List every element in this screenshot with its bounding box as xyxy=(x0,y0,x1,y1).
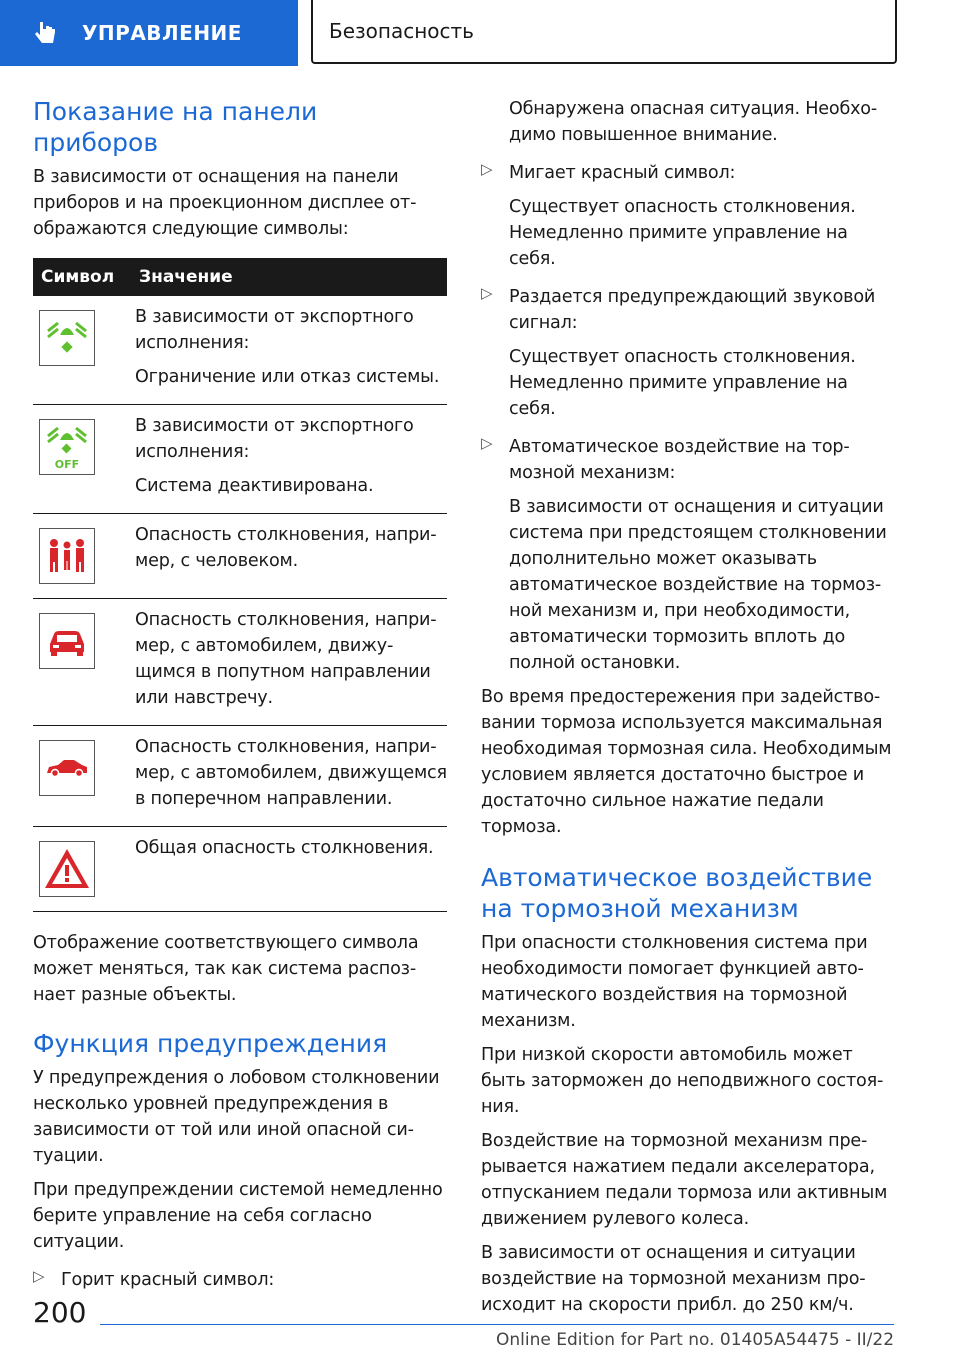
svg-text:OFF: OFF xyxy=(54,458,80,471)
table-row xyxy=(33,726,447,827)
footer-edition: Online Edition for Part no. 01405A54475 - II/22 xyxy=(496,1330,895,1350)
table-row xyxy=(33,514,447,599)
section-tab[interactable] xyxy=(0,0,298,66)
list-item xyxy=(481,284,895,336)
table-cell-text: В зависимости от экспортного исполнения: xyxy=(135,307,414,353)
pedestrian-warning-icon xyxy=(39,528,95,584)
page-title: Безопасность xyxy=(329,19,474,43)
chapter-tab xyxy=(311,0,897,64)
table-header-row xyxy=(33,258,447,296)
heading-display: Показание на панели приборов xyxy=(33,97,318,157)
page-number: 200 xyxy=(33,1296,87,1329)
list-item xyxy=(481,434,895,486)
list-item-text: Мигает красный символ: xyxy=(509,163,736,183)
table-cell-text: Опасность столкновения, например, с автомобилем, движущемся в поперечном направлении. xyxy=(135,737,447,809)
brake-paragraph: Во время предостережения при задействовании тормоза используется максимальная необходимая тормозная сила. Необходимым условием является достаточно быстрое и достаточно сильное нажатие педали тормоза. xyxy=(481,687,892,837)
table-row xyxy=(33,827,447,912)
symbol-table xyxy=(33,258,447,912)
list-item xyxy=(33,1267,447,1293)
table-cell-text: В зависимости от экспортного исполнения: xyxy=(135,416,414,462)
list-item-continuation: Обнаружена опасная ситуация. Необходимо повышенное внимание. xyxy=(509,99,878,145)
triangle-bullet-icon: ▷ xyxy=(481,434,493,452)
list-item-subtext: Существует опасность столкновения. Немедленно примите управление на себя. xyxy=(509,347,856,419)
right-column xyxy=(481,96,895,1318)
steering-hand-icon xyxy=(30,18,60,48)
after-table-text: Отображение соответствующего символа может меняться, так как система распознает разные объекты. xyxy=(33,933,419,1005)
left-column xyxy=(33,96,447,1293)
car-side-warning-icon xyxy=(39,740,95,796)
table-cell-text: Ограничение или отказ системы. xyxy=(135,367,440,387)
table-row xyxy=(33,599,447,726)
section-label: УПРАВЛЕНИЕ xyxy=(82,21,242,45)
table-cell-text: Опасность столкновения, например, с человеком. xyxy=(135,525,437,571)
list-item-subtext: В зависимости от оснащения и ситуации система при предстоящем столкновении дополнительно может оказывать автоматическое воздействие на тормозной механизм и, при необходимости, автоматически тормозить вплоть до полной остановки. xyxy=(509,497,887,673)
auto-paragraph-4: В зависимости от оснащения и ситуации воздействие на тормозной механизм происходит на скорости прибл. до 250 км/ч. xyxy=(481,1243,866,1315)
warning-paragraph-2: При предупреждении системой немедленно берите управление на себя согласно ситуации. xyxy=(33,1180,443,1252)
car-front-warning-icon xyxy=(39,613,95,669)
triangle-bullet-icon: ▷ xyxy=(481,160,493,178)
heading-warning-function: Функция предупреждения xyxy=(33,1029,388,1058)
page-header xyxy=(0,0,960,66)
table-row xyxy=(33,296,447,405)
auto-paragraph-1: При опасности столкновения система при необходимости помогает функцией автоматического воздействия на тормозной механизм. xyxy=(481,933,868,1031)
collision-warning-off-icon xyxy=(39,419,95,475)
table-cell-text: Общая опасность столкновения. xyxy=(135,838,434,858)
heading-automatic-braking: Автоматическое воздействие на тормозной механизм xyxy=(481,863,873,923)
warning-paragraph-1: У предупреждения о лобовом столкновении несколько уровней предупреждения в зависимости от той или иной опасной ситуации. xyxy=(33,1068,440,1166)
general-warning-triangle-icon xyxy=(39,841,95,897)
list-item xyxy=(481,160,895,186)
auto-paragraph-3: Воздействие на тормозной механизм прерывается нажатием педали акселератора, отпусканием педали тормоза или активным движением рулевого колеса. xyxy=(481,1131,888,1229)
table-cell-text: Система деактивирована. xyxy=(135,476,374,496)
footer-divider xyxy=(100,1324,894,1325)
auto-paragraph-2: При низкой скорости автомобиль может быть заторможен до неподвижного состояния. xyxy=(481,1045,884,1117)
table-header-meaning: Значение xyxy=(131,258,447,296)
table-header-symbol: Символ xyxy=(33,258,131,296)
triangle-bullet-icon: ▷ xyxy=(33,1267,45,1285)
triangle-bullet-icon: ▷ xyxy=(481,284,493,302)
list-item-subtext: Существует опасность столкновения. Немедленно примите управление на себя. xyxy=(509,197,856,269)
list-item-text: Раздается предупреждающий звуковой сигнал: xyxy=(509,287,876,333)
table-cell-text: Опасность столкновения, например, с автомобилем, движущимся в попутном направлении или навстречу. xyxy=(135,610,437,708)
table-row xyxy=(33,405,447,514)
collision-warning-icon xyxy=(39,310,95,366)
list-item-text: Горит красный символ: xyxy=(61,1270,275,1290)
intro-text: В зависимости от оснащения на панели приборов и на проекционном дисплее отображаются следующие символы: xyxy=(33,167,417,239)
list-item-text: Автоматическое воздействие на тормозной механизм: xyxy=(509,437,850,483)
